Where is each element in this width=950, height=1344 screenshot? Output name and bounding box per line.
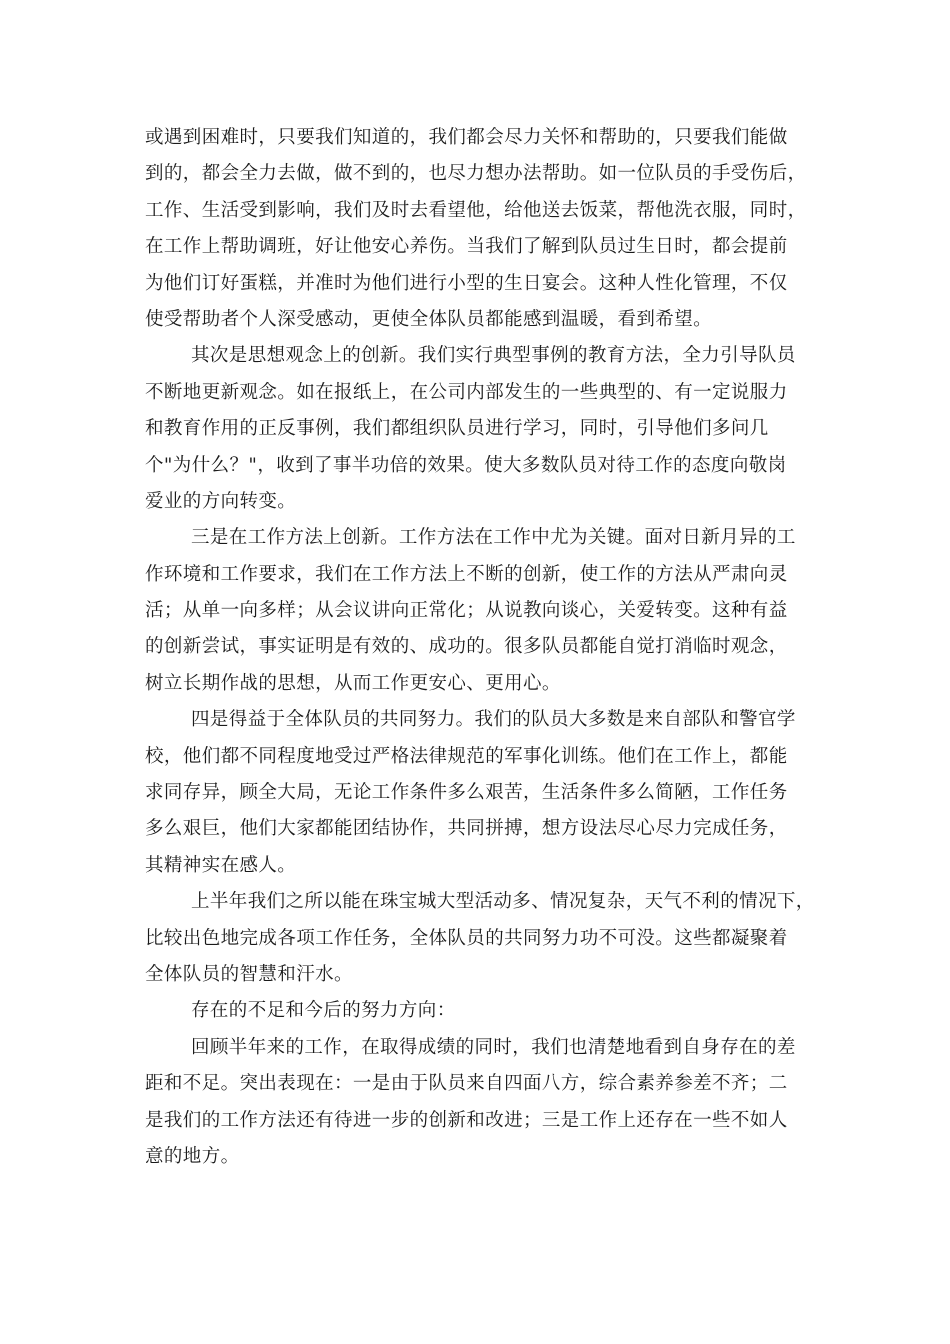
text-line: 活；从单一向多样；从会议讲向正常化；从说教向谈心，关爱转变。这种有益 xyxy=(145,600,788,622)
text-line: 回顾半年来的工作，在取得成绩的同时，我们也清楚地看到自身存在的差 xyxy=(191,1036,796,1058)
text-line: 存在的不足和今后的努力方向： xyxy=(191,1000,456,1022)
text-line: 校，他们都不同程度地受过严格法律规范的军事化训练。他们在工作上，都能 xyxy=(145,745,788,767)
text-line: 个"为什么？"，收到了事半功倍的效果。使大多数队员对待工作的态度向敬岗 xyxy=(145,454,787,476)
text-line: 其精神实在感人。 xyxy=(145,854,297,876)
text-line: 在工作上帮助调班，好让他安心养伤。当我们了解到队员过生日时，都会提前 xyxy=(145,236,788,258)
text-line: 爱业的方向转变。 xyxy=(145,490,297,512)
paragraph xyxy=(145,338,835,520)
text-line: 其次是思想观念上的创新。我们实行典型事例的教育方法，全力引导队员 xyxy=(191,345,796,367)
paragraph xyxy=(145,1030,835,1176)
text-line: 为他们订好蛋糕，并准时为他们进行小型的生日宴会。这种人性化管理，不仅 xyxy=(145,272,788,294)
text-line: 多么艰巨，他们大家都能团结协作，共同拼搏，想方设法尽心尽力完成任务， xyxy=(145,818,788,840)
paragraph xyxy=(145,993,835,1029)
text-line: 四是得益于全体队员的共同努力。我们的队员大多数是来自部队和警官学 xyxy=(191,709,796,731)
text-line: 到的，都会全力去做，做不到的，也尽力想办法帮助。如一位队员的手受伤后， xyxy=(145,163,807,185)
paragraph xyxy=(145,120,835,338)
paragraph xyxy=(145,702,835,884)
text-line: 树立长期作战的思想，从而工作更安心、更用心。 xyxy=(145,672,561,694)
text-line: 的创新尝试，事实证明是有效的、成功的。很多队员都能自觉打消临时观念， xyxy=(145,636,788,658)
text-line: 全体队员的智慧和汗水。 xyxy=(145,963,353,985)
text-line: 使受帮助者个人深受感动，更使全体队员都能感到温暖，看到希望。 xyxy=(145,308,713,330)
text-line: 工作、生活受到影响，我们及时去看望他，给他送去饭菜，帮他洗衣服，同时， xyxy=(145,199,807,221)
text-line: 比较出色地完成各项工作任务，全体队员的共同努力功不可没。这些都凝聚着 xyxy=(145,927,788,949)
text-line: 不断地更新观念。如在报纸上，在公司内部发生的一些典型的、有一定说服力 xyxy=(145,381,788,403)
text-line: 上半年我们之所以能在珠宝城大型活动多、情况复杂，天气不利的情况下， xyxy=(191,891,815,913)
text-line: 意的地方。 xyxy=(145,1145,240,1167)
text-line: 三是在工作方法上创新。工作方法在工作中尤为关键。面对日新月异的工 xyxy=(191,527,796,549)
text-line: 或遇到困难时，只要我们知道的，我们都会尽力关怀和帮助的，只要我们能做 xyxy=(145,127,788,148)
text-line: 距和不足。突出表现在：一是由于队员来自四面八方，综合素养参差不齐；二 xyxy=(145,1073,788,1095)
paragraph xyxy=(145,520,835,702)
text-line: 求同存异，顾全大局，无论工作条件多么艰苦，生活条件多么简陋，工作任务 xyxy=(145,782,788,804)
document-body xyxy=(145,120,835,1175)
text-line: 和教育作用的正反事例，我们都组织队员进行学习，同时，引导他们多问几 xyxy=(145,418,769,440)
paragraph xyxy=(145,884,835,993)
text-line: 是我们的工作方法还有待进一步的创新和改进；三是工作上还存在一些不如人 xyxy=(145,1109,788,1131)
text-line: 作环境和工作要求，我们在工作方法上不断的创新，使工作的方法从严肃向灵 xyxy=(145,563,788,585)
